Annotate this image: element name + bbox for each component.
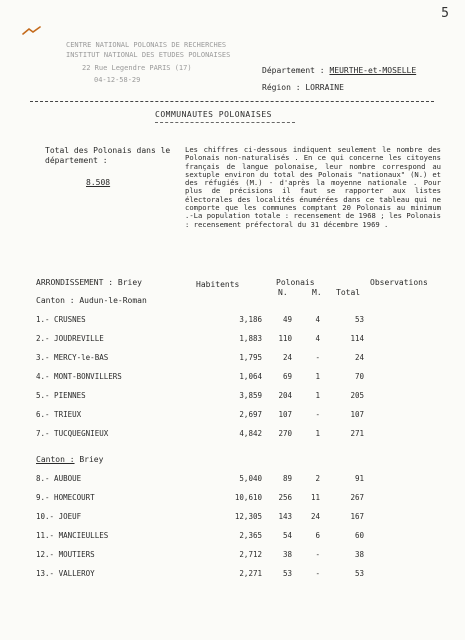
org-line-4: 04-12-58-29 bbox=[94, 76, 141, 84]
m-value: 4 bbox=[315, 315, 320, 324]
total-value: 267 bbox=[350, 493, 364, 502]
table-row bbox=[0, 474, 465, 486]
habitants-value: 12,305 bbox=[234, 512, 262, 521]
title-underline bbox=[155, 122, 295, 123]
habitants-value: 2,712 bbox=[239, 550, 262, 559]
n-value: 256 bbox=[278, 493, 292, 502]
table-row bbox=[0, 512, 465, 524]
commune-name: 13.- VALLEROY bbox=[36, 569, 95, 578]
table-row bbox=[0, 429, 465, 441]
total-value: 70 bbox=[354, 372, 364, 381]
n-value: 24 bbox=[282, 353, 292, 362]
org-line-2: INSTITUT NATIONAL DES ETUDES POLONAISES bbox=[66, 51, 231, 59]
total-value: 107 bbox=[350, 410, 364, 419]
canton-2-heading bbox=[36, 455, 103, 465]
table-row bbox=[0, 531, 465, 543]
page-title: COMMUNAUTES POLONAISES bbox=[155, 110, 272, 119]
commune-name: 1.- CRUSNES bbox=[36, 315, 86, 324]
n-value: 110 bbox=[278, 334, 292, 343]
commune-name: 2.- JOUDREVILLE bbox=[36, 334, 104, 343]
table-row bbox=[0, 550, 465, 562]
table-row bbox=[0, 353, 465, 365]
m-value: - bbox=[315, 569, 320, 578]
table-row bbox=[0, 372, 465, 384]
total-value: 205 bbox=[350, 391, 364, 400]
department-line bbox=[262, 66, 416, 76]
n-value: 204 bbox=[278, 391, 292, 400]
region-value: LORRAINE bbox=[305, 83, 344, 92]
arrondissement-label: ARRONDISSEMENT : Briey bbox=[36, 278, 142, 287]
total-value: 60 bbox=[354, 531, 364, 540]
column-total: Total bbox=[336, 288, 361, 297]
page-number: 5 bbox=[441, 6, 449, 21]
habitants-value: 2,697 bbox=[239, 410, 262, 419]
n-value: 270 bbox=[278, 429, 292, 438]
habitants-value: 1,795 bbox=[239, 353, 262, 362]
n-value: 107 bbox=[278, 410, 292, 419]
habitants-value: 3,859 bbox=[239, 391, 262, 400]
habitants-value: 1,883 bbox=[239, 334, 262, 343]
n-value: 89 bbox=[282, 474, 292, 483]
org-line-1: CENTRE NATIONAL POLONAIS DE RECHERCHES bbox=[66, 41, 227, 49]
org-line-3: 22 Rue Legendre PARIS (17) bbox=[82, 64, 192, 72]
m-value: - bbox=[315, 410, 320, 419]
habitants-value: 1,064 bbox=[239, 372, 262, 381]
column-habitants: Habitents bbox=[196, 280, 240, 289]
table-row bbox=[0, 569, 465, 581]
m-value: - bbox=[315, 550, 320, 559]
commune-name: 6.- TRIEUX bbox=[36, 410, 82, 419]
region-label: Région : bbox=[262, 83, 301, 92]
commune-name: 9.- HOMECOURT bbox=[36, 493, 95, 502]
habitants-value: 3,186 bbox=[239, 315, 262, 324]
department-value: MEURTHE-et-MOSELLE bbox=[329, 66, 417, 75]
department-label: Département : bbox=[262, 66, 325, 75]
commune-name: 11.- MANCIEULLES bbox=[36, 531, 109, 540]
m-value: 11 bbox=[310, 493, 320, 502]
habitants-value: 2,365 bbox=[239, 531, 262, 540]
total-value: 8.508 bbox=[86, 178, 111, 187]
canton-1-heading bbox=[36, 296, 147, 306]
explanatory-note: Les chiffres ci-dessous indiquent seulement le nombre des Polonais non-naturalisés . En ce qui concerne les citoyens français de langue polonaise, leur nombre correspond au sextuple environ du total des Polonais "nationaux" (N.) et des réfugiés (M.) - d'après la moyenne nationale . Pour plus de précisions il faut se rapporter aux listes électorales des localités énumérées dans ce tableau qui ne comporte que les communes comptant 20 Polonais au minimum .-La population totale : recensement de 1968 ; les Polonais : recensement préfectoral du 31 décembre 1969 . bbox=[185, 145, 441, 229]
total-label: Total des Polonais dans le département : bbox=[45, 146, 171, 165]
region-line bbox=[262, 83, 344, 93]
habitants-value: 5,040 bbox=[239, 474, 262, 483]
m-value: 6 bbox=[315, 531, 320, 540]
n-value: 38 bbox=[282, 550, 292, 559]
total-value: 53 bbox=[354, 315, 364, 324]
n-value: 49 bbox=[282, 315, 292, 324]
n-value: 69 bbox=[282, 372, 292, 381]
table-row bbox=[0, 334, 465, 346]
m-value: 1 bbox=[315, 372, 320, 381]
commune-name: 10.- JOEUF bbox=[36, 512, 82, 521]
column-m: M. bbox=[312, 288, 322, 297]
m-value: 2 bbox=[315, 474, 320, 483]
column-n: N. bbox=[278, 288, 288, 297]
total-value: 91 bbox=[354, 474, 364, 483]
column-observations: Observations bbox=[370, 278, 428, 287]
canton-2-label: Canton : bbox=[36, 455, 75, 464]
canton-1-value: Audun-le-Roman bbox=[79, 296, 147, 305]
table-row bbox=[0, 315, 465, 327]
commune-name: 12.- MOUTIERS bbox=[36, 550, 95, 559]
habitants-value: 4,842 bbox=[239, 429, 262, 438]
header-divider bbox=[30, 101, 434, 102]
m-value: 1 bbox=[315, 429, 320, 438]
n-value: 143 bbox=[278, 512, 292, 521]
commune-name: 8.- AUBOUE bbox=[36, 474, 82, 483]
commune-name: 5.- PIENNES bbox=[36, 391, 86, 400]
n-value: 54 bbox=[282, 531, 292, 540]
total-value: 114 bbox=[350, 334, 364, 343]
m-value: 24 bbox=[310, 512, 320, 521]
n-value: 53 bbox=[282, 569, 292, 578]
canton-2-value: Briey bbox=[79, 455, 104, 464]
m-value: - bbox=[315, 353, 320, 362]
commune-name: 7.- TUCQUEGNIEUX bbox=[36, 429, 109, 438]
m-value: 1 bbox=[315, 391, 320, 400]
table-row bbox=[0, 410, 465, 422]
habitants-value: 10,610 bbox=[234, 493, 262, 502]
total-value: 271 bbox=[350, 429, 364, 438]
table-row bbox=[0, 391, 465, 403]
total-value: 167 bbox=[350, 512, 364, 521]
habitants-value: 2,271 bbox=[239, 569, 262, 578]
column-polonais: Polonais bbox=[276, 278, 315, 287]
commune-name: 3.- MERCY-le-BAS bbox=[36, 353, 109, 362]
total-value: 38 bbox=[354, 550, 364, 559]
total-value: 24 bbox=[354, 353, 364, 362]
total-value: 53 bbox=[354, 569, 364, 578]
table-row bbox=[0, 493, 465, 505]
canton-1-label: Canton : bbox=[36, 296, 75, 305]
commune-name: 4.- MONT-BONVILLERS bbox=[36, 372, 122, 381]
m-value: 4 bbox=[315, 334, 320, 343]
pen-mark-icon bbox=[22, 26, 42, 36]
